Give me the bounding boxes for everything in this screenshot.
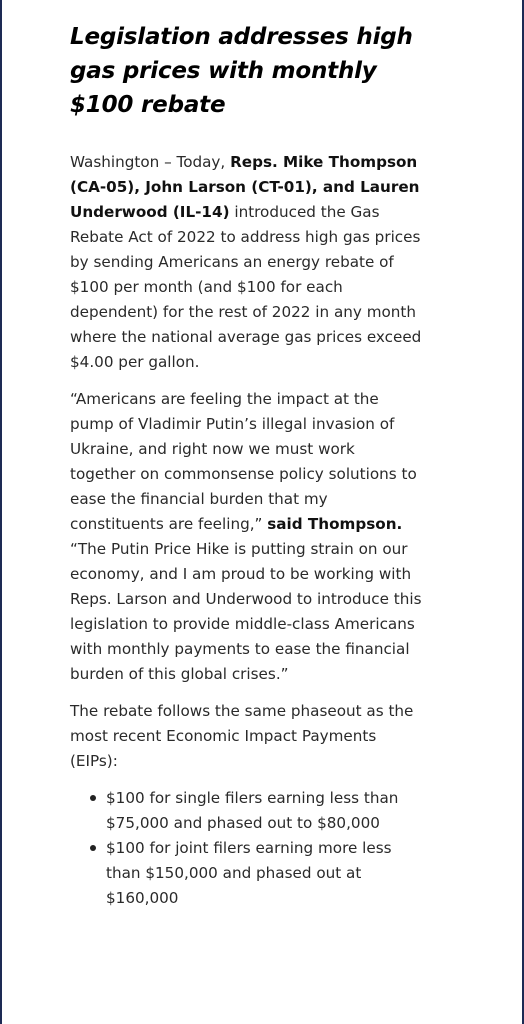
quote-part-two: “The Putin Price Hike is putting strain on our economy, and I am proud to be working with Reps. Larson and Underwood to introduce this legislation to provide middle-class Americans with monthly payments to ease the financial burden of this global crises.” xyxy=(70,540,422,683)
list-item xyxy=(106,786,424,836)
paragraph-intro xyxy=(70,150,424,375)
bullet-dot-icon xyxy=(90,845,96,851)
article-title: Legislation addresses high gas prices with monthly $100 rebate xyxy=(70,24,413,118)
list-item xyxy=(106,836,424,911)
quote-attribution: said Thompson. xyxy=(267,515,403,533)
article-body xyxy=(70,150,424,911)
intro-representatives: Reps. Mike Thompson (CA-05), John Larson (CT-01), and Lauren Underwood (IL-14) xyxy=(70,153,420,221)
bullet-dot-icon xyxy=(90,795,96,801)
paragraph-quote xyxy=(70,387,424,687)
left-border xyxy=(0,0,2,1024)
list-item-text: $100 for joint filers earning more less than $150,000 and phased out at $160,000 xyxy=(106,839,392,907)
intro-rest: introduced the Gas Rebate Act of 2022 to address high gas prices by sending Americans an energy rebate of $100 per month (and $100 for each dependent) for the rest of 2022 in any month where the national average gas prices exceed $4.00 per gallon. xyxy=(70,203,422,371)
quote-part-one: “Americans are feeling the impact at the pump of Vladimir Putin’s illegal invasion of Ukraine, and right now we must work together on commonsense policy solutions to ease the financial burden that my constituents are feeling,” xyxy=(70,390,417,533)
phaseout-list xyxy=(70,786,424,911)
intro-lead: Washington – Today, xyxy=(70,153,231,171)
list-item-text: $100 for single filers earning less than $75,000 and phased out to $80,000 xyxy=(106,789,399,832)
paragraph-phaseout: The rebate follows the same phaseout as the most recent Economic Impact Payments (EIPs): xyxy=(70,702,414,770)
